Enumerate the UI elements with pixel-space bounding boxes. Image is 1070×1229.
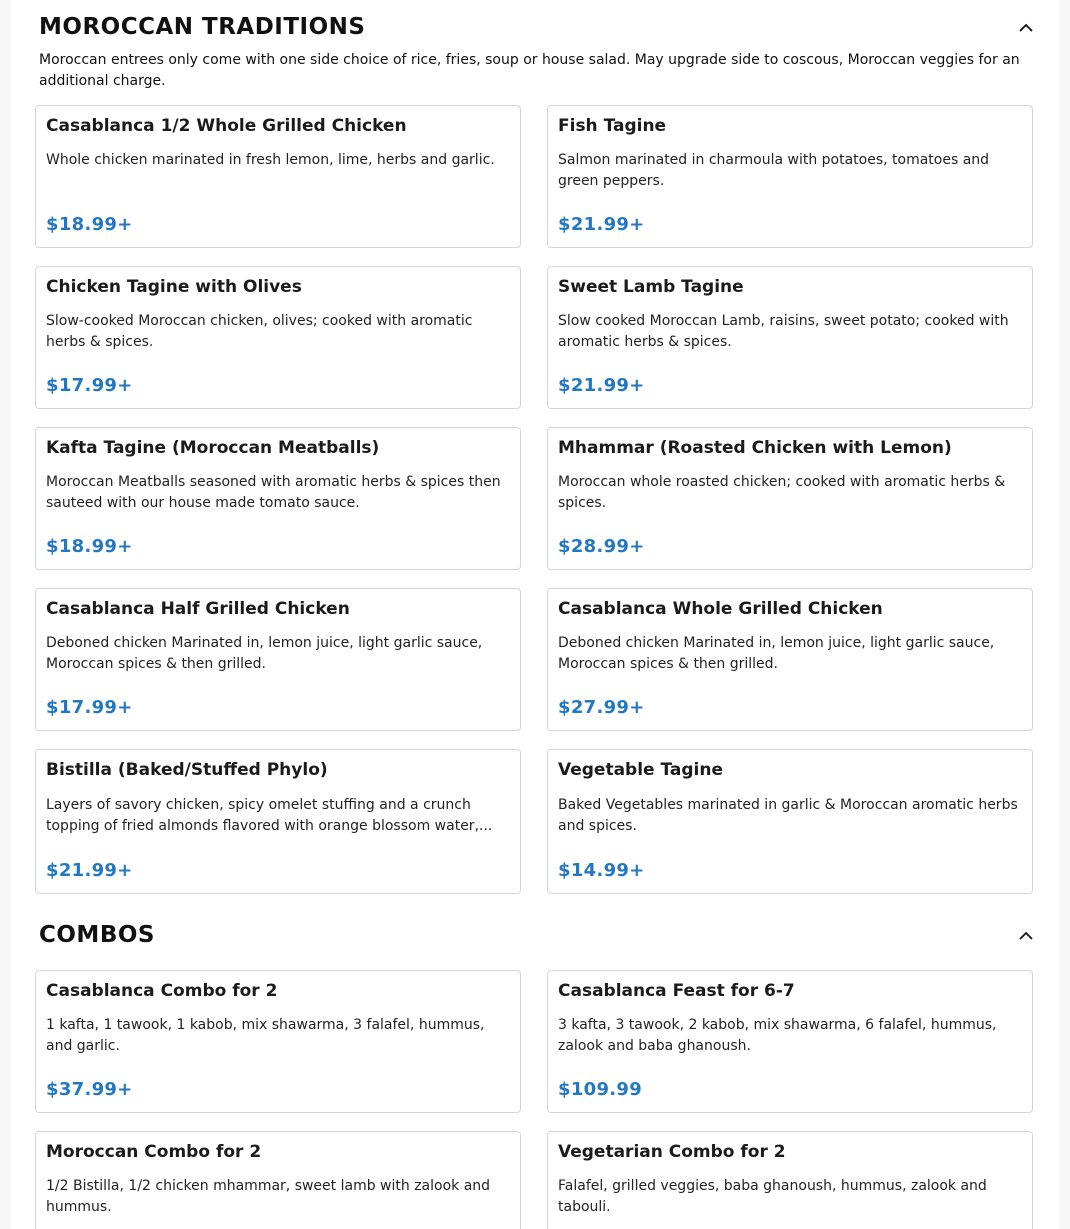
section-title: COMBOS (39, 922, 155, 948)
menu-item-card[interactable] (35, 1131, 521, 1229)
menu-item-card[interactable] (547, 1131, 1033, 1229)
item-description: 3 kafta, 3 tawook, 2 kabob, mix shawarma, 6 falafel, hummus, zalook and baba ghanoush. (558, 1017, 997, 1054)
item-description: Deboned chicken Marinated in, lemon juice, light garlic sauce, Moroccan spices & then grilled. (46, 635, 483, 672)
menu-item-card[interactable] (35, 749, 521, 894)
item-name: Mhammar (Roasted Chicken with Lemon) (558, 438, 952, 458)
menu-item-card[interactable] (547, 266, 1033, 409)
item-price: $27.99+ (558, 697, 645, 718)
item-price: $18.99+ (46, 214, 133, 235)
chevron-up-icon[interactable] (1017, 18, 1035, 36)
item-price: $17.99+ (46, 375, 133, 396)
menu-item-card[interactable] (35, 970, 521, 1113)
item-name: Kafta Tagine (Moroccan Meatballs) (46, 438, 380, 458)
item-description: Slow-cooked Moroccan chicken, olives; cooked with aromatic herbs & spices. (46, 313, 473, 350)
menu-page (11, 0, 1059, 1229)
menu-item-card[interactable] (547, 588, 1033, 731)
section-title: MOROCCAN TRADITIONS (39, 14, 366, 40)
item-price: $21.99+ (46, 860, 133, 881)
item-name: Moroccan Combo for 2 (46, 1142, 262, 1162)
item-description: 1 kafta, 1 tawook, 1 kabob, mix shawarma, 3 falafel, hummus, and garlic. (46, 1017, 485, 1054)
item-name: Sweet Lamb Tagine (558, 277, 744, 297)
menu-item-card[interactable] (547, 105, 1033, 248)
section-header-combos[interactable] (39, 922, 1035, 948)
item-name: Chicken Tagine with Olives (46, 277, 302, 297)
item-price: $14.99+ (558, 860, 645, 881)
menu-item-card[interactable] (547, 749, 1033, 894)
item-description: Baked Vegetables marinated in garlic & Moroccan aromatic herbs and spices. (558, 797, 1018, 834)
section-header-moroccan-traditions[interactable] (39, 14, 1035, 40)
item-description: Slow cooked Moroccan Lamb, raisins, sweet potato; cooked with aromatic herbs & spices. (558, 313, 1009, 350)
menu-item-card[interactable] (547, 427, 1033, 570)
item-name: Fish Tagine (558, 116, 667, 136)
item-price: $109.99 (558, 1079, 643, 1100)
item-price: $21.99+ (558, 375, 645, 396)
chevron-up-icon[interactable] (1017, 926, 1035, 944)
item-name: Casablanca Combo for 2 (46, 981, 278, 1001)
item-description: Falafel, grilled veggies, baba ghanoush, hummus, zalook and tabouli. (558, 1178, 987, 1215)
menu-item-card[interactable] (35, 588, 521, 731)
menu-item-card[interactable] (35, 427, 521, 570)
item-price: $28.99+ (558, 536, 645, 557)
item-name: Casablanca Whole Grilled Chicken (558, 599, 883, 619)
section-note: Moroccan entrees only come with one side choice of rice, fries, soup or house salad. May upgrade side to coscous, Moroccan veggies for an additional charge. (39, 52, 1020, 89)
item-price: $37.99+ (46, 1079, 133, 1100)
item-name: Casablanca 1/2 Whole Grilled Chicken (46, 116, 407, 136)
menu-item-card[interactable] (35, 105, 521, 248)
item-price: $21.99+ (558, 214, 645, 235)
item-description: Moroccan Meatballs seasoned with aromatic herbs & spices then sauteed with our house made tomato sauce. (46, 474, 501, 511)
item-description: Moroccan whole roasted chicken; cooked with aromatic herbs & spices. (558, 474, 1006, 511)
item-name: Vegetarian Combo for 2 (558, 1142, 786, 1162)
item-description: Deboned chicken Marinated in, lemon juice, light garlic sauce, Moroccan spices & then grilled. (558, 635, 995, 672)
item-name: Casablanca Feast for 6-7 (558, 981, 795, 1001)
menu-item-card[interactable] (35, 266, 521, 409)
item-name: Vegetable Tagine (558, 760, 724, 780)
item-name: Bistilla (Baked/Stuffed Phylo) (46, 760, 328, 780)
item-name: Casablanca Half Grilled Chicken (46, 599, 350, 619)
item-description: Layers of savory chicken, spicy omelet stuffing and a crunch topping of fried almonds flavored with orange blossom water,... (46, 797, 493, 834)
menu-item-card[interactable] (547, 970, 1033, 1113)
item-description: Salmon marinated in charmoula with potatoes, tomatoes and green peppers. (558, 152, 990, 189)
item-description: 1/2 Bistilla, 1/2 chicken mhammar, sweet lamb with zalook and hummus. (46, 1178, 491, 1215)
item-price: $17.99+ (46, 697, 133, 718)
item-price: $18.99+ (46, 536, 133, 557)
item-description: Whole chicken marinated in fresh lemon, lime, herbs and garlic. (46, 152, 495, 168)
